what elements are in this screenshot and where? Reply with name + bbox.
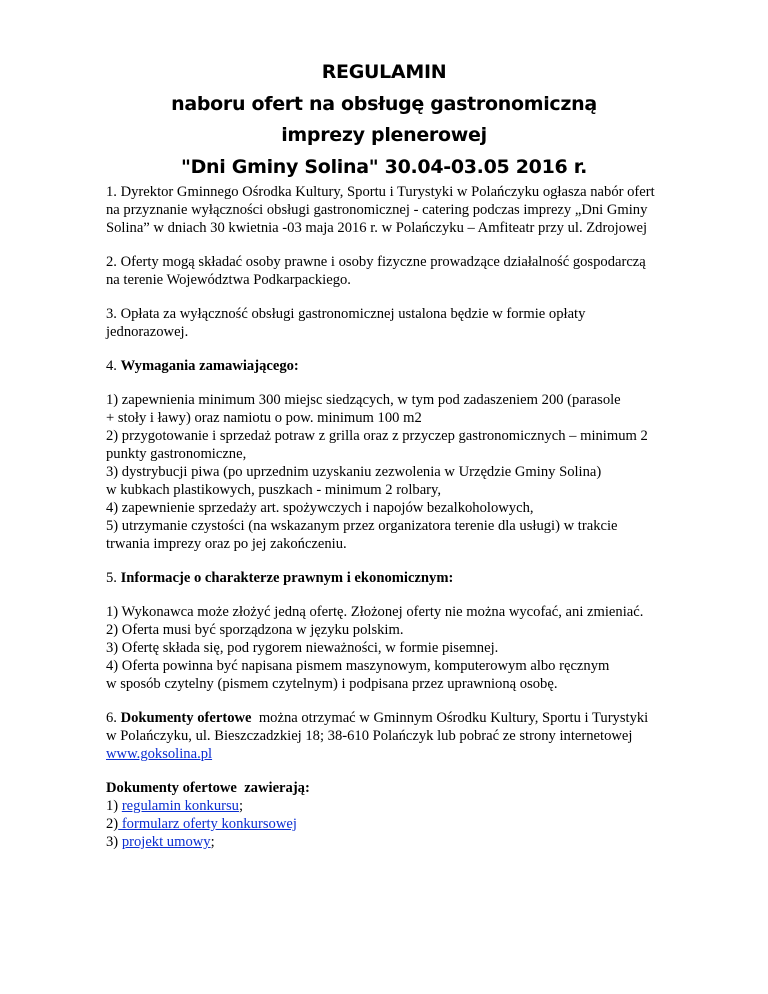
item-suffix: ; <box>238 798 244 814</box>
paragraph-2-line: 2. Oferty mogą składać osoby prawne i osoby fizyczne prowadzące działalność gospodarczą <box>106 254 646 270</box>
section-5-heading <box>106 569 686 587</box>
list-item: 3) Ofertę składa się, pod rygorem nieważności, w formie pisemnej. <box>106 640 499 656</box>
documents-item-1 <box>106 797 686 815</box>
list-item: trwania imprezy oraz po jej zakończeniu. <box>106 536 347 552</box>
list-item: 3) dystrybucji piwa (po uprzednim uzyskaniu zezwolenia w Urzędzie Gminy Solina) <box>106 464 602 480</box>
formularz-link[interactable]: formularz oferty konkursowej <box>118 816 297 832</box>
paragraph-3-line: jednorazowej. <box>106 324 189 340</box>
section-4-heading <box>106 357 686 375</box>
list-item: 5) utrzymanie czystości (na wskazanym przez organizatora terenie dla usługi) w trakcie <box>106 518 618 534</box>
title-line-4: "Dni Gminy Solina" 30.04-03.05 2016 r. <box>180 155 588 178</box>
umowa-link[interactable]: projekt umowy <box>121 834 211 850</box>
list-item: w sposób czytelny (pismem czytelnym) i podpisana przez uprawnioną osobę. <box>106 676 558 692</box>
section-4-title: Wymagania zamawiającego: <box>120 358 299 374</box>
paragraph-2 <box>106 253 686 289</box>
document-title <box>0 57 768 183</box>
section-6-text: można otrzymać w Gminnym Ośrodku Kultury, Sportu i Turystyki <box>251 710 649 726</box>
section-4-list <box>106 391 686 553</box>
list-item: w kubkach plastikowych, puszkach - minimum 2 rolbary, <box>106 482 442 498</box>
section-4-number: 4. <box>106 358 121 374</box>
section-5-number: 5. <box>106 570 121 586</box>
paragraph-3-line: 3. Opłata za wyłączność obsługi gastronomicznej ustalona będzie w formie opłaty <box>106 306 586 322</box>
paragraph-3 <box>106 305 686 341</box>
list-item: 2) przygotowanie i sprzedaż potraw z grilla oraz z przyczep gastronomicznych – minimum 2 <box>106 428 648 444</box>
section-6-line: w Polańczyku, ul. Bieszczadzkiej 18; 38-610 Polańczyk lub pobrać ze strony internetowej <box>106 728 633 744</box>
documents-list <box>106 779 686 851</box>
section-6 <box>106 709 686 763</box>
title-line-1: REGULAMIN <box>321 61 447 83</box>
list-item: 4) zapewnienie sprzedaży art. spożywczych i napojów bezalkoholowych, <box>106 500 534 516</box>
document-body <box>106 183 686 867</box>
list-item: 4) Oferta powinna być napisana pismem maszynowym, komputerowym albo ręcznym <box>106 658 610 674</box>
list-item: 2) Oferta musi być sporządzona w języku polskim. <box>106 622 404 638</box>
documents-item-2 <box>106 815 686 833</box>
item-number: 1) <box>106 798 122 814</box>
item-number: 3) <box>106 834 122 850</box>
paragraph-1-line: Solina” w dniach 30 kwietnia -03 maja 2016 r. w Polańczyku – Amfiteatr przy ul. Zdrojowej <box>106 220 648 236</box>
title-line-2: naboru ofert na obsługę gastronomiczną <box>171 92 597 115</box>
paragraph-1 <box>106 183 686 237</box>
list-item: + stoły i ławy) oraz namiotu o pow. minimum 100 m2 <box>106 410 422 426</box>
list-item: 1) Wykonawca może złożyć jedną ofertę. Złożonej oferty nie można wycofać, ani zmieniać. <box>106 604 644 620</box>
website-link[interactable]: www.goksolina.pl <box>106 746 213 762</box>
list-item: 1) zapewnienia minimum 300 miejsc siedzących, w tym pod zadaszeniem 200 (parasole <box>106 392 621 408</box>
documents-heading: Dokumenty ofertowe zawierają: <box>106 780 310 796</box>
list-item: punkty gastronomiczne, <box>106 446 247 462</box>
section-6-number: 6. <box>106 710 121 726</box>
item-number: 2) <box>106 816 119 832</box>
paragraph-1-line: 1. Dyrektor Gminnego Ośrodka Kultury, Sportu i Turystyki w Polańczyku ogłasza nabór ofert <box>106 184 655 200</box>
regulamin-link[interactable]: regulamin konkursu <box>121 798 239 814</box>
paragraph-2-line: na terenie Województwa Podkarpackiego. <box>106 272 351 288</box>
documents-item-3 <box>106 833 686 851</box>
item-suffix: ; <box>210 834 215 850</box>
section-5-list <box>106 603 686 693</box>
title-line-3: imprezy plenerowej <box>281 124 487 146</box>
section-5-title: Informacje o charakterze prawnym i ekonomicznym: <box>120 570 454 586</box>
section-6-title: Dokumenty ofertowe <box>120 710 252 726</box>
paragraph-1-line: na przyznanie wyłączności obsługi gastronomicznej - catering podczas imprezy „Dni Gminy <box>106 202 648 218</box>
